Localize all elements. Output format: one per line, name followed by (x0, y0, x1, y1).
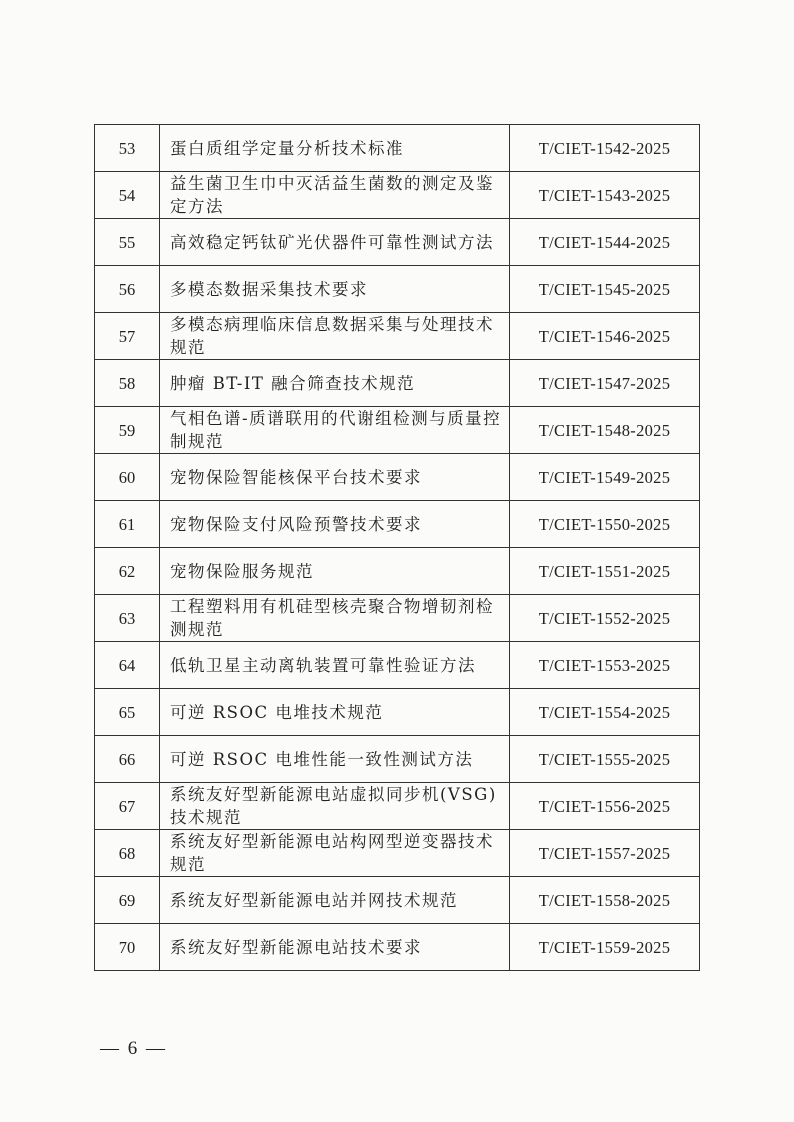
standard-name: 宠物保险支付风险预警技术要求 (160, 501, 510, 548)
standard-code: T/CIET-1553-2025 (510, 642, 700, 689)
table-row (95, 266, 700, 313)
standard-name: 蛋白质组学定量分析技术标准 (160, 125, 510, 172)
standard-code: T/CIET-1544-2025 (510, 219, 700, 266)
table-row (95, 642, 700, 689)
table-row (95, 172, 700, 219)
standard-code: T/CIET-1543-2025 (510, 172, 700, 219)
standard-name: 肿瘤 BT-IT 融合筛查技术规范 (160, 360, 510, 407)
row-number: 66 (95, 736, 160, 783)
row-number: 54 (95, 172, 160, 219)
standard-name: 系统友好型新能源电站技术要求 (160, 924, 510, 971)
row-number: 56 (95, 266, 160, 313)
table-row (95, 219, 700, 266)
standard-name: 工程塑料用有机硅型核壳聚合物增韧剂检测规范 (160, 595, 510, 642)
standard-code: T/CIET-1548-2025 (510, 407, 700, 454)
standard-name: 可逆 RSOC 电堆性能一致性测试方法 (160, 736, 510, 783)
standard-name: 宠物保险智能核保平台技术要求 (160, 454, 510, 501)
standard-code: T/CIET-1550-2025 (510, 501, 700, 548)
row-number: 68 (95, 830, 160, 877)
standard-name: 低轨卫星主动离轨装置可靠性验证方法 (160, 642, 510, 689)
row-number: 63 (95, 595, 160, 642)
row-number: 53 (95, 125, 160, 172)
row-number: 55 (95, 219, 160, 266)
table-row (95, 360, 700, 407)
row-number: 60 (95, 454, 160, 501)
standard-code: T/CIET-1545-2025 (510, 266, 700, 313)
table-row (95, 125, 700, 172)
standard-name: 可逆 RSOC 电堆技术规范 (160, 689, 510, 736)
standard-code: T/CIET-1549-2025 (510, 454, 700, 501)
standard-name: 系统友好型新能源电站虚拟同步机(VSG)技术规范 (160, 783, 510, 830)
standard-code: T/CIET-1556-2025 (510, 783, 700, 830)
row-number: 61 (95, 501, 160, 548)
standard-code: T/CIET-1554-2025 (510, 689, 700, 736)
standard-name: 系统友好型新能源电站构网型逆变器技术规范 (160, 830, 510, 877)
row-number: 70 (95, 924, 160, 971)
table-row (95, 407, 700, 454)
standard-name: 多模态病理临床信息数据采集与处理技术规范 (160, 313, 510, 360)
standard-code: T/CIET-1542-2025 (510, 125, 700, 172)
standard-code: T/CIET-1546-2025 (510, 313, 700, 360)
table-row (95, 595, 700, 642)
standard-code: T/CIET-1558-2025 (510, 877, 700, 924)
standard-name: 多模态数据采集技术要求 (160, 266, 510, 313)
row-number: 64 (95, 642, 160, 689)
table-row (95, 830, 700, 877)
table-row (95, 689, 700, 736)
standard-code: T/CIET-1547-2025 (510, 360, 700, 407)
standard-name: 益生菌卫生巾中灭活益生菌数的测定及鉴定方法 (160, 172, 510, 219)
row-number: 69 (95, 877, 160, 924)
table-row (95, 501, 700, 548)
row-number: 59 (95, 407, 160, 454)
row-number: 57 (95, 313, 160, 360)
table-row (95, 736, 700, 783)
page-number: — 6 — (100, 1038, 167, 1059)
standard-code: T/CIET-1557-2025 (510, 830, 700, 877)
table-row (95, 924, 700, 971)
row-number: 65 (95, 689, 160, 736)
table-row (95, 454, 700, 501)
table-row (95, 548, 700, 595)
standard-code: T/CIET-1551-2025 (510, 548, 700, 595)
standard-code: T/CIET-1555-2025 (510, 736, 700, 783)
table-row (95, 877, 700, 924)
standard-code: T/CIET-1559-2025 (510, 924, 700, 971)
table-row (95, 783, 700, 830)
row-number: 67 (95, 783, 160, 830)
standard-name: 高效稳定钙钛矿光伏器件可靠性测试方法 (160, 219, 510, 266)
row-number: 58 (95, 360, 160, 407)
row-number: 62 (95, 548, 160, 595)
standard-code: T/CIET-1552-2025 (510, 595, 700, 642)
standards-table (94, 124, 700, 971)
table-row (95, 313, 700, 360)
standard-name: 系统友好型新能源电站并网技术规范 (160, 877, 510, 924)
standard-name: 气相色谱-质谱联用的代谢组检测与质量控制规范 (160, 407, 510, 454)
standard-name: 宠物保险服务规范 (160, 548, 510, 595)
